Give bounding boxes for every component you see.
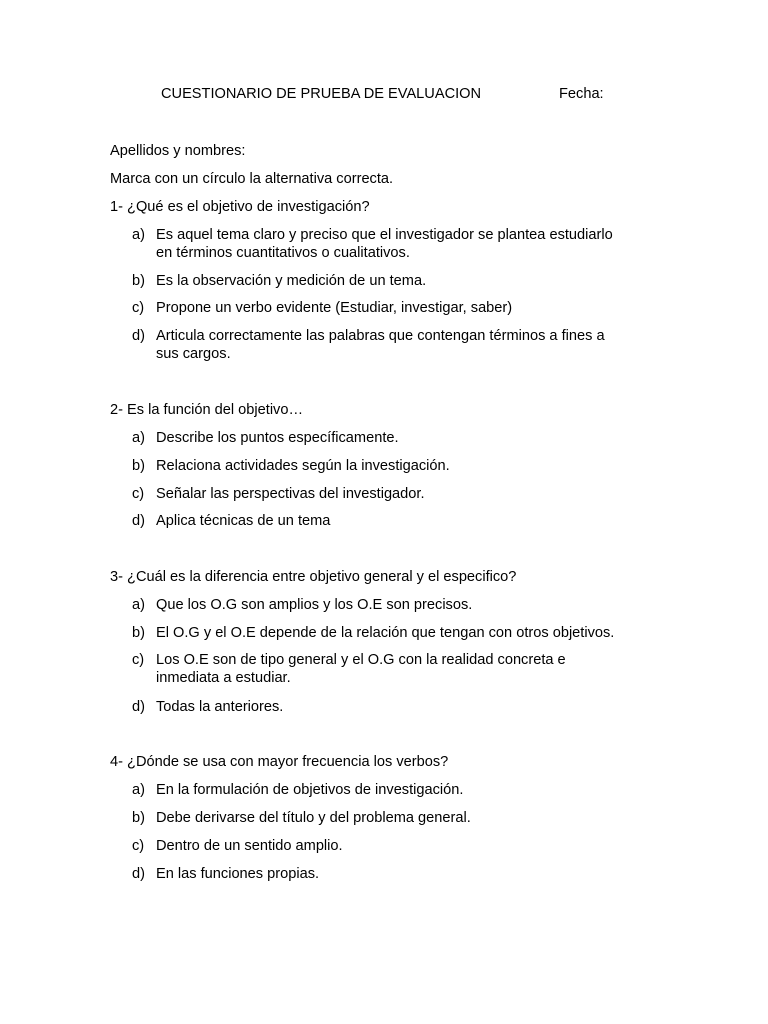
option-letter: d) [132,513,145,529]
question-4-text: 4- ¿Dónde se usa con mayor frecuencia los verbos? [110,754,449,770]
option-text-line: En las funciones propias. [156,866,320,882]
option-letter: c) [132,300,145,316]
name-label: Apellidos y nombres: [110,143,246,159]
option-letter: a) [132,430,145,446]
option-text-line: Articula correctamente las palabras que contengan términos a fines a [156,328,605,344]
option-text-line: Señalar las perspectivas del investigador. [156,486,425,502]
option-text-line: en términos cuantitativos o cualitativos. [156,245,410,261]
header-row [0,85,768,105]
option-text-line: En la formulación de objetivos de investigación. [156,782,464,798]
option-text-line: sus cargos. [156,346,231,362]
option-letter: c) [132,652,145,668]
option-letter: d) [132,866,145,882]
option-text-line: Que los O.G son amplios y los O.E son precisos. [156,597,473,613]
option-letter: a) [132,227,145,243]
option-text-line: Propone un verbo evidente (Estudiar, investigar, saber) [156,300,513,316]
option-letter: d) [132,699,145,715]
option-letter: b) [132,810,145,826]
option-text-line: inmediata a estudiar. [156,670,291,686]
option-text-line: Relaciona actividades según la investigación. [156,458,450,474]
document-title: CUESTIONARIO DE PRUEBA DE EVALUACION [161,86,482,102]
option-text-line: Los O.E son de tipo general y el O.G con la realidad concreta e [156,652,566,668]
question-3-text: 3- ¿Cuál es la diferencia entre objetivo general y el especifico? [110,569,517,585]
option-letter: c) [132,486,145,502]
option-letter: d) [132,328,145,344]
option-text-line: Describe los puntos específicamente. [156,430,399,446]
option-letter: c) [132,838,145,854]
question-1-text: 1- ¿Qué es el objetivo de investigación? [110,199,370,215]
option-letter: b) [132,625,145,641]
option-text-line: El O.G y el O.E depende de la relación que tengan con otros objetivos. [156,625,615,641]
option-text-line: Todas la anteriores. [156,699,284,715]
option-text-line: Es la observación y medición de un tema. [156,273,427,289]
option-text-line: Es aquel tema claro y preciso que el investigador se plantea estudiarlo [156,227,613,243]
option-text-line: Aplica técnicas de un tema [156,513,331,529]
option-text-line: Dentro de un sentido amplio. [156,838,343,854]
option-letter: a) [132,782,145,798]
option-letter: b) [132,458,145,474]
option-letter: a) [132,597,145,613]
date-label: Fecha: [559,86,604,102]
option-text-line: Debe derivarse del título y del problema general. [156,810,471,826]
option-letter: b) [132,273,145,289]
question-2-text: 2- Es la función del objetivo… [110,402,304,418]
instruction-text: Marca con un círculo la alternativa correcta. [110,171,394,187]
